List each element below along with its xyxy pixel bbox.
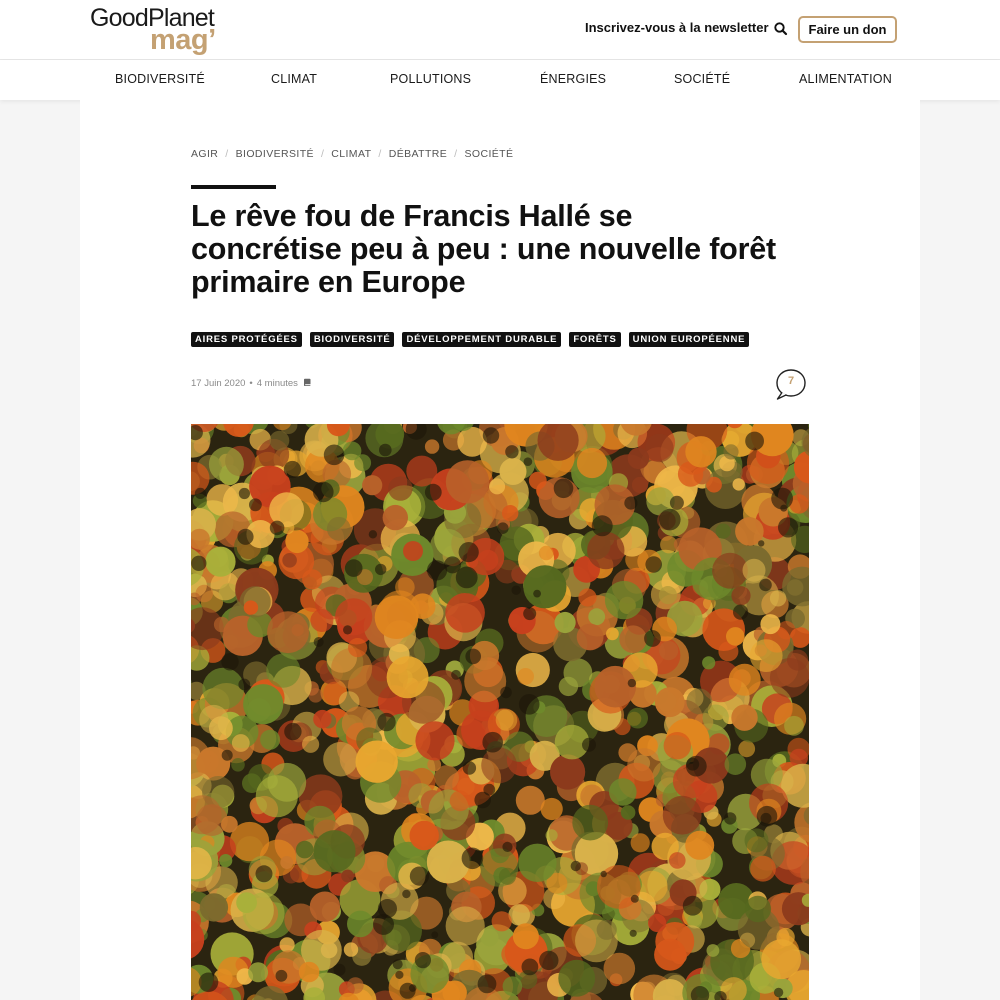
- book-icon: [303, 378, 312, 387]
- article-title: Le rêve fou de Francis Hallé se concrétise peu à peu : une nouvelle forêt primaire en Europe: [191, 199, 776, 299]
- article: [80, 100, 920, 1000]
- breadcrumb-item-agir[interactable]: AGIR: [191, 148, 219, 160]
- tag-list: [191, 329, 757, 347]
- meta-separator: •: [249, 378, 253, 389]
- tag-union-europeenne[interactable]: UNION EUROPÉENNE: [629, 332, 750, 347]
- search-button[interactable]: [772, 20, 790, 38]
- breadcrumb-item-climat[interactable]: CLIMAT: [331, 148, 372, 160]
- tag-forets[interactable]: FORÊTS: [569, 332, 620, 347]
- comments-button[interactable]: [775, 368, 807, 402]
- article-meta: [191, 378, 312, 389]
- breadcrumb: [191, 148, 513, 160]
- donate-button[interactable]: Faire un don: [798, 16, 897, 43]
- tag-biodiversite[interactable]: BIODIVERSITÉ: [310, 332, 395, 347]
- nav-item-alimentation[interactable]: ALIMENTATION: [799, 72, 892, 86]
- nav-item-societe[interactable]: SOCIÉTÉ: [674, 72, 731, 86]
- breadcrumb-separator: /: [378, 148, 382, 160]
- title-divider: [191, 185, 276, 189]
- autumn-forest-canopy: [191, 424, 809, 1000]
- publish-date: 17 Juin 2020: [191, 378, 246, 389]
- breadcrumb-item-biodiversite[interactable]: BIODIVERSITÉ: [235, 148, 314, 160]
- tag-aires-protegees[interactable]: AIRES PROTÉGÉES: [191, 332, 302, 347]
- logo-wordmark-bottom: mag’: [150, 24, 216, 56]
- category-nav: [0, 60, 1000, 100]
- breadcrumb-item-debattre[interactable]: DÉBATTRE: [388, 148, 448, 160]
- nav-item-biodiversite[interactable]: BIODIVERSITÉ: [115, 72, 205, 86]
- breadcrumb-item-societe[interactable]: SOCIÉTÉ: [464, 148, 514, 160]
- tag-developpement-durable[interactable]: DÉVELOPPEMENT DURABLE: [402, 332, 561, 347]
- nav-item-climat[interactable]: CLIMAT: [271, 72, 318, 86]
- nav-item-pollutions[interactable]: POLLUTIONS: [390, 72, 472, 86]
- site-header: [0, 0, 1000, 60]
- logo-wordmark-top: GoodPlanet: [90, 4, 215, 32]
- hero-image-autumn-forest: [191, 424, 809, 1000]
- nav-item-energies[interactable]: ÉNERGIES: [540, 72, 607, 86]
- search-icon: [772, 20, 790, 38]
- breadcrumb-separator: /: [454, 148, 458, 160]
- read-time: 4 minutes: [256, 378, 298, 389]
- comment-count: 7: [787, 375, 795, 387]
- site-logo[interactable]: [90, 6, 230, 58]
- newsletter-link[interactable]: Inscrivez-vous à la newsletter: [585, 20, 769, 35]
- breadcrumb-separator: /: [320, 148, 325, 160]
- breadcrumb-separator: /: [225, 148, 229, 160]
